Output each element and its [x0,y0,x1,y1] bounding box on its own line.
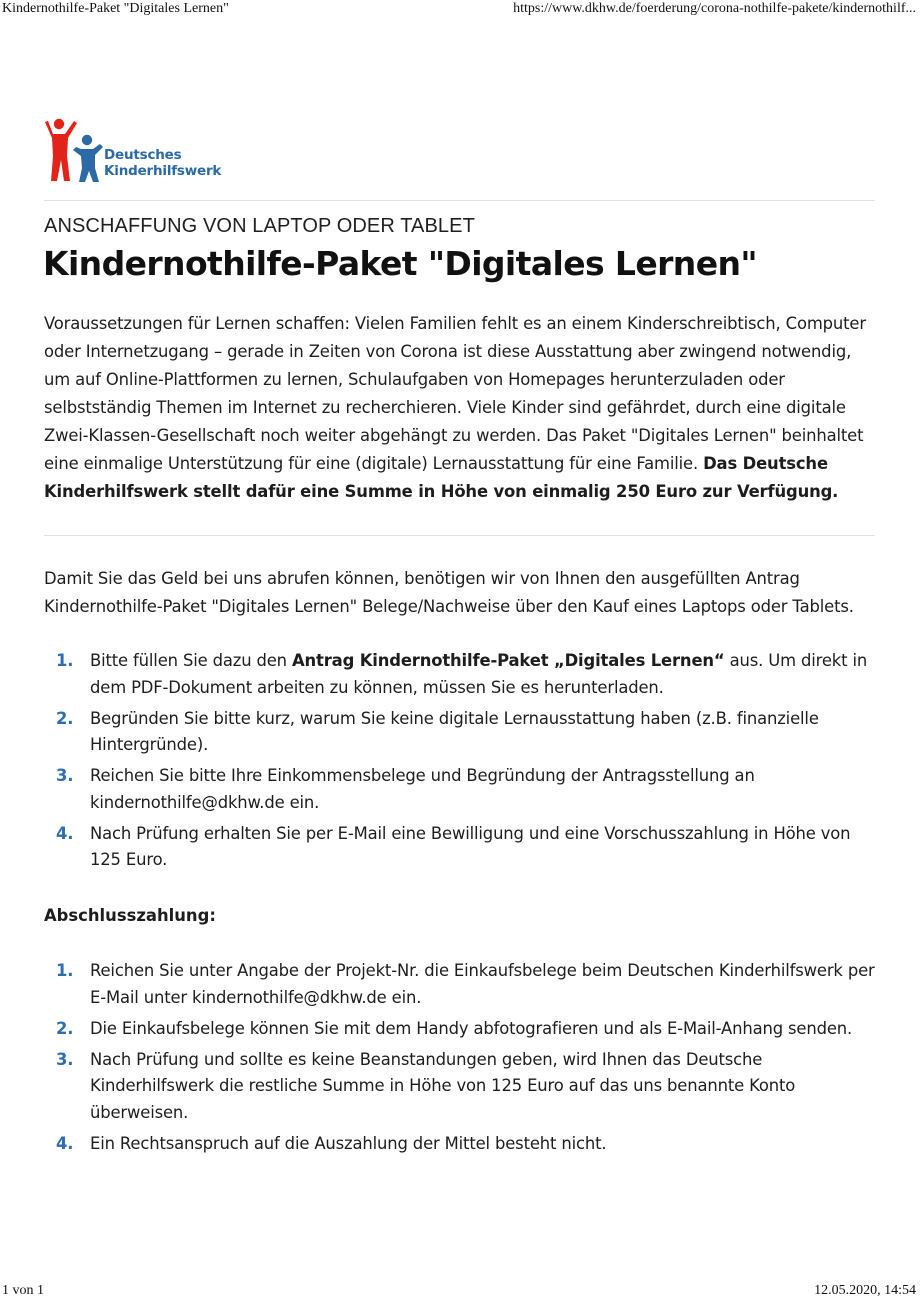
antrag-link[interactable]: Antrag Kindernothilfe-Paket „Digitales Lernen“ [291,651,725,670]
list-item-text: Reichen Sie unter Angabe der Projekt-Nr. die Einkaufsbelege beim Deutschen Kinderhilfswerk per E-Mail unter kindernothilfe@dkhw.de ein. [90,961,875,1007]
final-payment-heading: Abschlusszahlung: [44,906,216,925]
intro-text: Voraussetzungen für Lernen schaffen: Vielen Familien fehlt es an einem Kinderschreibtisch, Computer oder Internetzugang – gerade in Zeiten von Corona ist diese Ausstattung aber zwingend notwendig, um auf Online-Plattformen zu lernen, Schulaufgaben von Homepages herunterzuladen oder selbstständig Themen im Internet zu recherchieren. Viele Kinder sind gefährdet, durch eine digitale Zwei-Klassen-Gesellschaft noch weiter abgehängt zu werden. Das Paket "Digitales Lernen" beinhaltet eine einmalige Unterstützung für eine (digitale) Lernausstattung für eine Familie. [44,314,866,473]
list-item-text: Bitte füllen Sie dazu den [90,651,292,670]
print-header-title: Kindernothilfe-Paket "Digitales Lernen" [2,1,229,16]
list-item [44,1016,880,1043]
list-item [44,958,880,1011]
article-kicker: ANSCHAFFUNG VON LAPTOP ODER TABLET [44,215,475,237]
logo-line-2: Kinderhilfswerk [104,163,222,179]
list-number: 4. [56,823,74,843]
list-item-text: Die Einkaufsbelege können Sie mit dem Handy abfotografieren und als E-Mail-Anhang senden. [90,1018,853,1038]
list-number: 2. [56,1018,74,1038]
intro-paragraph [44,310,880,506]
list-item-text: aus. Um direkt in dem PDF-Dokument arbeiten zu können, müssen Sie es herunterladen. [90,651,868,697]
print-header [0,1,920,21]
page-title: Kindernothilfe-Paket "Digitales Lernen" [43,244,757,283]
list-number: 2. [56,708,74,728]
print-footer [0,1283,920,1303]
list-item-text: Reichen Sie bitte Ihre Einkommensbelege und Begründung der Antragsstellung an kindernothilfe@dkhw.de ein. [90,766,755,812]
list-item [44,648,880,701]
dkhw-logo[interactable] [43,118,222,184]
list-item-text: Ein Rechtsanspruch auf die Auszahlung der Mittel besteht nicht. [90,1133,607,1153]
logo-wordmark [104,147,221,179]
list-number: 3. [56,1049,74,1069]
divider [44,535,875,536]
page-count: 1 von 1 [2,1283,44,1298]
logo-line-1: Deutsches [104,147,182,163]
divider [44,200,875,201]
print-header-url[interactable]: https://www.dkhw.de/foerderung/corona-nothilfe-pakete/kindernothilf... [513,1,916,16]
list-item-text: Nach Prüfung erhalten Sie per E-Mail eine Bewilligung und eine Vorschusszahlung in Höhe von 125 Euro. [90,823,851,869]
list-item [44,821,880,874]
request-paragraph: Damit Sie das Geld bei uns abrufen können, benötigen wir von Ihnen den ausgefüllten Antrag Kindernothilfe-Paket "Digitales Lernen" Belege/Nachweise über den Kauf eines Laptops oder Tablets. [44,569,854,616]
list-item [44,1131,880,1158]
final-payment-steps-list [44,958,880,1162]
list-item [44,763,880,816]
children-figures-icon [43,118,105,184]
list-number: 1. [56,961,74,980]
list-number: 3. [56,766,74,785]
list-item-text: Begründen Sie bitte kurz, warum Sie keine digitale Lernausstattung haben (z.B. finanzielle Hintergründe). [90,708,819,754]
intro-bold-text: Das Deutsche Kinderhilfswerk stellt dafür eine Summe in Höhe von einmalig 250 Euro zur Verfügung. [44,454,839,501]
list-number: 1. [56,651,74,670]
list-item [44,1047,880,1127]
list-item [44,706,880,759]
application-steps-list [44,648,880,878]
list-number: 4. [56,1133,74,1153]
list-item-text: Nach Prüfung und sollte es keine Beanstandungen geben, wird Ihnen das Deutsche Kinderhilfswerk die restliche Summe in Höhe von 125 Euro auf das uns benannte Konto überweisen. [90,1049,796,1122]
print-datetime: 12.05.2020, 14:54 [814,1283,916,1298]
